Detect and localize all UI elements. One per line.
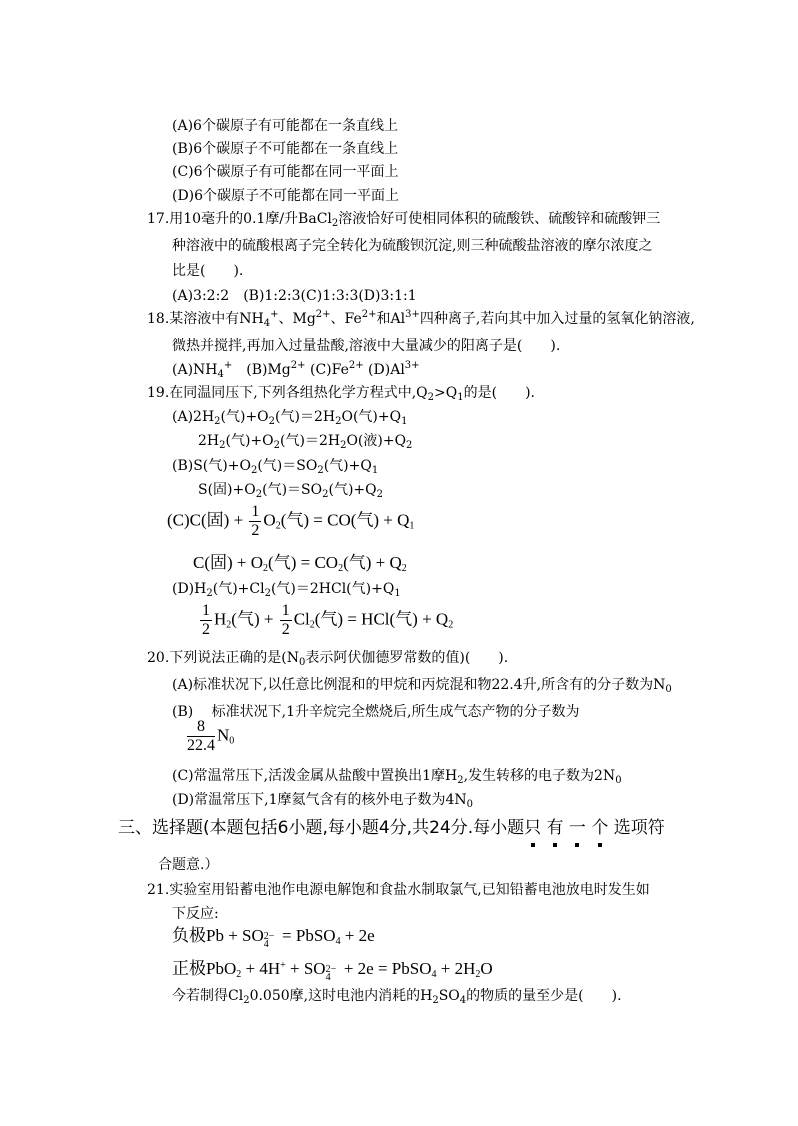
q18-al-sup: 3+ [405,309,420,320]
q19-stem-a: 19.在同温同压下,下列各组热化学方程式中,Q [147,385,428,401]
q19-c2: C(固) + $O_2$(气) = $CO_2$(气) + $Q_2$ [193,553,407,574]
q18-line2: 微热并搅拌,再加入过量盐酸,溶液中大量减少的阳离子是( ). [172,338,561,354]
q18-mg-sup: 2+ [315,309,331,320]
q18-fe-sup: 2+ [361,309,377,320]
q17-options: (A)3:2:2 (B)1:2:3(C)1:3:3(D)3:1:1 [172,288,417,304]
q18-fe: 、Fe [330,311,362,327]
emphasis-one: 一 [568,818,586,838]
q19-b1: (B)S(气)$+O_2$(气)$=SO_2$(气)$+Q_1$ [172,458,379,476]
q17-stem [147,210,660,228]
q20-stem-b: 表示阿伏伽德罗常数的值)( ). [305,650,509,666]
q18-opt-c: (C)Fe [305,362,349,378]
q20-option-b: (B) 标准状况下,1升辛烷完全燃烧后,所生成气态产物的分子数为 [172,704,580,720]
q19-stem-b: >Q [434,385,458,401]
q20-b-n: N [217,725,230,745]
q20-a-text: (A)标准状况下,以任意比例混和的甲烷和丙烷混和物22.4升,所含有的分子数为N [172,677,666,693]
q21-negative-electrode: 负极Pb + SO 2− 4 = PbSO$_4$ + 2e [172,926,375,950]
q20-option-a [172,676,672,694]
q17-line2: 种溶液中的硫酸根离子完全转化为硫酸钡沉淀,则三种硫酸盐溶液的摩尔浓度之 [172,238,653,254]
q17-line3: 比是( ). [172,263,244,279]
q17-stem-b: 溶液恰好可使相同体积的硫酸铁、硫酸锌和硫酸钾三 [338,211,661,227]
q18-nh-sub: 4 [263,318,271,329]
section-3-title-b: 选项符 [613,818,665,838]
q21-tail-sub-h: 2 [432,995,439,1006]
q18-opt-d: (D)Al [363,362,405,378]
q20-a-sub: 0 [665,684,672,695]
q18-opt-a: (A)NH [172,362,218,378]
q21-line2: 下反应: [172,906,219,922]
q21-neg-label: 负极 [172,926,206,945]
q21-tail-sub-cl: 2 [243,995,250,1006]
q19-stem-c: 的是( ). [463,385,535,401]
q16-option-d: (D)6个碳原子不可能都在同一平面上 [172,188,400,204]
q19-d1: $(D)H_2$(气)$+Cl_2$(气)＝2HCl(气)$+Q_1$ [172,581,401,599]
q19-sub2: 2 [427,392,435,403]
q19-c1: (C)C(固) + $\frac{1}{2}$ $O_2$(气) = CO(气) + $Q_1$ [167,503,415,539]
q20-stem-sub: 0 [298,657,306,668]
q19-sub1: 1 [457,392,464,403]
q19-a1: $(A)2H_2$(气)$+O_2$(气)$=2H_2O$(气)$+Q_1$ [172,409,408,427]
q21-line1: 21.实验室用铅蓄电池作电源电解饱和食盐水制取氯气,已知铅蓄电池放电时发生如 [147,882,650,898]
q18-nh-sup: + [270,309,279,320]
q19-a2: $2H_2$(气)$+O_2$(气)$=2H_2O$(液)$+Q_2$ [198,433,413,451]
emphasis-only: 只 [524,818,542,838]
q20-b-den: 22.4 [187,737,215,754]
q19-b2: S(固)$+O_2$(气)$=SO_2$(气)$+Q_2$ [198,482,383,500]
q18-prefix: 18.某溶液中有NH [147,311,264,327]
q18-options [172,361,420,379]
q20-b-num: 8 [187,718,215,737]
q21-tail-a: 今若制得Cl [172,988,244,1004]
section-3-line2: 合题意.） [158,857,219,873]
q21-tail-d: 的物质的量至少是( ). [466,988,622,1004]
q20-d-text: (D)常温常压下,1摩氦气含有的核外电子数为4N [172,792,467,808]
q20-c-b: ,发生转移的电子数为2N [463,768,616,784]
q18-opt-a-sup: + [223,360,233,371]
q20-stem [147,649,508,667]
q18-mg: 、Mg [278,311,316,327]
q18-al: 和Al [376,311,406,327]
q20-c-a: (C)常温常压下,活泼金属从盐酸中置换出1摩H [172,768,458,784]
section-3-title-a: 三、选择题(本题包括6小题,每小题4分,共24分.每小题 [118,818,525,838]
q19-d2: $\frac{1}{2}$ $H_2$(气) + $\frac{1}{2}$ $Cl_2$(气) = HCl(气) + $Q_2$ [202,602,454,638]
q17-sub: 2 [331,218,339,229]
q17-stem-a: 17.用10毫升的0.1摩/升BaCl [147,211,332,227]
q20-c-sub2: 2 [457,775,464,786]
q16-option-a: (A)6个碳原子有可能都在一条直线上 [172,118,398,134]
q16-option-c: (C)6个碳原子有可能都在同一平面上 [172,164,399,180]
q16-option-b: (B)6个碳原子不可能都在一条直线上 [172,141,399,157]
q21-tail-b: 0.050摩,这时电池内消耗的H [249,988,433,1004]
q18-opt-d-sup: 3+ [404,360,420,371]
q18-opt-a-sub: 4 [217,369,224,380]
q18-rest: 四种离子,若向其中加入过量的氢氧化钠溶液, [419,311,695,327]
q21-pos-label: 正极 [172,959,206,978]
q20-d-sub: 0 [466,799,474,810]
q18-stem [147,310,695,328]
q19-stem [147,384,535,402]
q20-stem-a: 20.下列说法正确的是(N [147,650,299,666]
q21-tail-c: SO [438,988,460,1004]
q21-tail [172,987,622,1005]
q21-tail-sub-so: 4 [459,995,467,1006]
q20-c-sub0: 0 [615,775,622,786]
q20-option-d [172,791,473,809]
emphasis-unit: 个 [591,818,609,838]
emphasis-have: 有 [546,818,564,838]
q18-opt-c-sup: 2+ [348,360,364,371]
q18-opt-b: (B)Mg [232,362,291,378]
q20-b-sub: 0 [229,735,235,747]
q20-option-b-fraction [185,718,234,755]
q21-positive-electrode: 正极PbO$_2$ + 4H+ + SO 2− 4 + 2e = PbSO$_4$ + $2H_2O$ [172,959,493,983]
q20-option-c [172,767,622,785]
q18-opt-b-sup: 2+ [290,360,306,371]
section-3-title [118,817,665,839]
